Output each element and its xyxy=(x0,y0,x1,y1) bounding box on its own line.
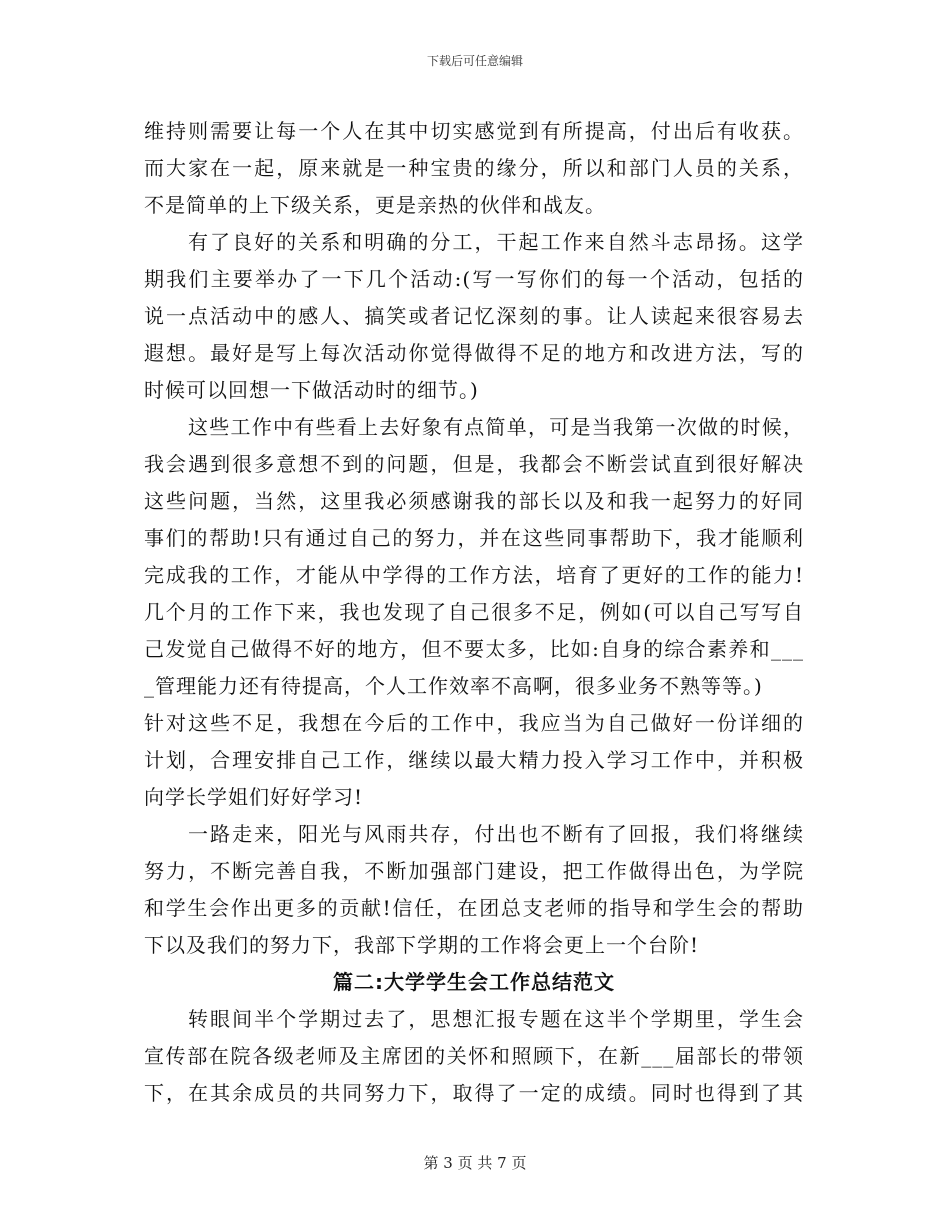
body-line: 时候可以回想一下做活动时的细节。) xyxy=(144,378,479,402)
document-body xyxy=(144,113,804,1112)
body-line: 一路走来，阳光与风雨共存，付出也不断有了回报，我们将继续 xyxy=(188,822,804,846)
body-line: 和学生会作出更多的贡献!信任，在团总支老师的指导和学生会的帮助 xyxy=(144,896,804,920)
body-line: 己发觉自己做得不好的地方，但不要太多，比如:自身的综合素养和___ xyxy=(144,637,804,661)
section-title: 篇二:大学学生会工作总结范文 xyxy=(333,970,615,994)
body-line: 期我们主要举办了一下几个活动:(写一写你们的每一个活动，包括的 xyxy=(144,267,804,291)
body-line: 几个月的工作下来，我也发现了自己很多不足，例如(可以自己写写自 xyxy=(144,600,804,624)
body-line: 我会遇到很多意想不到的问题，但是，我都会不断尝试直到很好解决 xyxy=(144,452,804,476)
body-line: 宣传部在院各级老师及主席团的关怀和照顾下，在新___届部长的带领 xyxy=(144,1044,804,1068)
body-line: 下以及我们的努力下，我部下学期的工作将会更上一个台阶! xyxy=(144,933,700,957)
body-line: 计划，合理安排自己工作，继续以最大精力投入学习工作中，并积极 xyxy=(144,748,804,772)
body-line: 而大家在一起，原来就是一种宝贵的缘分，所以和部门人员的关系， xyxy=(144,156,804,180)
body-line: 这些问题，当然，这里我必须感谢我的部长以及和我一起努力的好同 xyxy=(144,489,804,513)
body-line: 转眼间半个学期过去了，思想汇报专题在这半个学期里，学生会 xyxy=(188,1007,804,1031)
body-line: 这些工作中有些看上去好象有点简单，可是当我第一次做的时候， xyxy=(188,415,804,439)
body-line: 针对这些不足，我想在今后的工作中，我应当为自己做好一份详细的 xyxy=(144,711,804,735)
body-line: 向学长学姐们好好学习! xyxy=(144,785,364,809)
page-footer: 第 3 页 共 7 页 xyxy=(423,1154,527,1172)
body-line: 事们的帮助!只有通过自己的努力，并在这些同事帮助下，我才能顺利 xyxy=(144,526,804,550)
body-line: 下，在其余成员的共同努力下，取得了一定的成绩。同时也得到了其 xyxy=(144,1081,804,1105)
body-line: 维持则需要让每一个人在其中切实感觉到有所提高，付出后有收获。 xyxy=(144,119,804,143)
body-line: 遐想。最好是写上每次活动你觉得做得不足的地方和改进方法，写的 xyxy=(144,341,804,365)
body-line: 不是简单的上下级关系，更是亲热的伙伴和战友。 xyxy=(144,193,606,217)
page-header: 下载后可任意编辑 xyxy=(426,54,523,68)
body-line: _管理能力还有待提高，个人工作效率不高啊，很多业务不熟等等。) xyxy=(144,674,763,698)
body-line: 有了良好的关系和明确的分工，干起工作来自然斗志昂扬。这学 xyxy=(188,230,804,254)
body-line: 完成我的工作，才能从中学得的工作方法，培育了更好的工作的能力! xyxy=(144,563,804,587)
body-line: 说一点活动中的感人、搞笑或者记忆深刻的事。让人读起来很容易去 xyxy=(144,304,804,328)
body-line: 努力，不断完善自我，不断加强部门建设，把工作做得出色，为学院 xyxy=(144,859,804,883)
